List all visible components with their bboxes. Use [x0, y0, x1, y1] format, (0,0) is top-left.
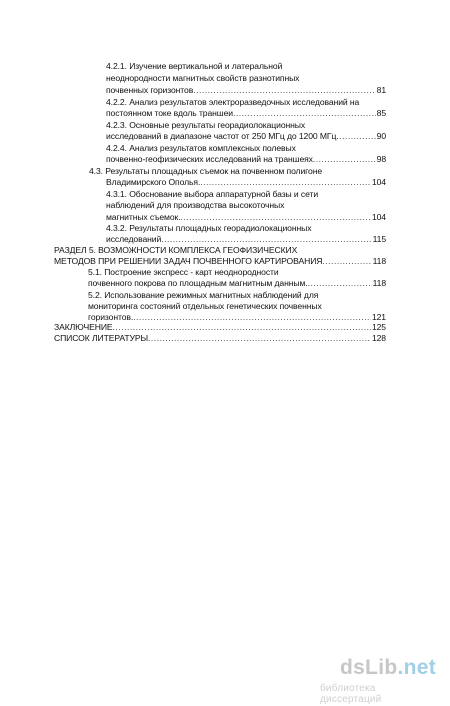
- toc-entry-label: Владимирского Ополья.: [106, 177, 201, 187]
- leader-dots: [322, 256, 371, 267]
- toc-entry-section-5[interactable]: [54, 256, 386, 267]
- toc-entry-4-3-line1: 4.3. Результаты площадных съемок на почвенном полигоне: [89, 166, 323, 176]
- toc-page-number: 115: [372, 234, 386, 244]
- toc-entry-4-3-1-line2: наблюдений для производства высокоточных: [106, 200, 285, 210]
- leader-dots: [193, 85, 375, 96]
- toc-page-number: 121: [371, 312, 386, 322]
- toc-entry-5-1-line1: 5.1. Построение экспресс - карт неоднородности: [88, 267, 279, 277]
- toc-entry-label: почвенно-геофизических исследований на траншеях: [106, 154, 313, 164]
- toc-page-number: 81: [376, 85, 386, 95]
- toc-entry-4-2-1[interactable]: [106, 85, 386, 96]
- toc-entry-4-2-3-line1: 4.2.3. Основные результаты георадиолокационных: [106, 120, 306, 130]
- toc-entry-5-2-line2: мониторинга состояний отдельных генетических почвенных: [88, 301, 322, 311]
- toc-entry-4-2-2-line1: 4.2.2. Анализ результатов электроразведочных исследований на: [106, 97, 360, 107]
- leader-dots: [308, 278, 372, 289]
- toc-entry-conclusion[interactable]: [54, 322, 386, 333]
- toc-entry-label: МЕТОДОВ ПРИ РЕШЕНИИ ЗАДАЧ ПОЧВЕННОГО КАРТИРОВАНИЯ: [54, 256, 323, 266]
- toc-entry-label: СПИСОК ЛИТЕРАТУРЫ: [54, 333, 149, 343]
- toc-entry-label: почвенных горизонтов: [106, 85, 194, 95]
- toc-page-number: 90: [376, 131, 386, 141]
- toc-entry-4-2-2[interactable]: [106, 108, 386, 119]
- leader-dots: [200, 177, 371, 188]
- watermark-logo: [340, 656, 436, 680]
- toc-entry-references[interactable]: [54, 333, 386, 344]
- toc-page-number: 104: [371, 177, 386, 187]
- toc-page-number: 118: [372, 256, 386, 266]
- toc-entry-5-1[interactable]: [88, 278, 386, 289]
- toc-entry-label: постоянном токе вдоль траншеи: [106, 108, 233, 118]
- toc-page-number: 118: [372, 278, 386, 288]
- toc-entry-4-3-2[interactable]: [106, 234, 386, 245]
- toc-entry-label: горизонтов.: [88, 312, 134, 322]
- toc-entry-5-2-line1: 5.2. Использование режимных магнитных наблюдений для: [88, 290, 319, 300]
- toc-entry-4-2-1-line1: 4.2.1. Изучение вертикальной и латеральной: [106, 61, 283, 71]
- toc-page-number: 98: [376, 154, 386, 164]
- toc-entry-4-2-1-line2: неоднородности магнитных свойств разнотипных: [106, 73, 300, 83]
- toc-entry-4-3-2-line1: 4.3.2. Результаты площадных георадиолокационных: [106, 223, 312, 233]
- leader-dots: [181, 212, 371, 223]
- toc-entry-label: ЗАКЛЮЧЕНИЕ: [54, 322, 113, 332]
- leader-dots: [133, 312, 371, 323]
- toc-entry-4-2-4-line1: 4.2.4. Анализ результатов комплексных полевых: [106, 143, 296, 153]
- toc-entry-label: исследований в диапазоне частот от 250 МГц до 1200 МГц: [106, 131, 337, 141]
- watermark-logo-main: dsLib: [339, 656, 398, 679]
- toc-page-number: 125: [371, 322, 386, 332]
- toc-page-number: 104: [371, 212, 386, 222]
- leader-dots: [148, 333, 371, 344]
- toc-entry-4-2-4[interactable]: [106, 154, 386, 165]
- toc-entry-label: магнитных съемок.: [106, 212, 181, 222]
- watermark-subtitle: библиотека диссертаций: [320, 683, 382, 705]
- toc-page-number: 85: [376, 108, 386, 118]
- toc-entry-label: почвенного покрова по площадным магнитным данным.: [88, 278, 308, 288]
- leader-dots: [313, 154, 376, 165]
- leader-dots: [233, 108, 376, 119]
- toc-entry-4-3-1[interactable]: [106, 212, 386, 223]
- leader-dots: [113, 322, 371, 333]
- watermark-logo-tld: .net: [397, 656, 436, 679]
- toc-entry-4-3-1-line1: 4.3.1. Обоснование выбора аппаратурной базы и сети: [106, 189, 319, 199]
- leader-dots: [161, 234, 371, 245]
- leader-dots: [336, 131, 375, 142]
- toc-page-number: 128: [371, 333, 386, 343]
- toc-entry-section-5-line1: РАЗДЕЛ 5. ВОЗМОЖНОСТИ КОМПЛЕКСА ГЕОФИЗИЧЕСКИХ: [54, 245, 298, 255]
- toc-entry-4-2-3[interactable]: [106, 131, 386, 142]
- dslib-watermark: [320, 656, 450, 705]
- toc-entry-4-3[interactable]: [106, 177, 386, 188]
- toc-entry-5-2[interactable]: [88, 312, 386, 323]
- toc-entry-label: исследований: [106, 234, 162, 244]
